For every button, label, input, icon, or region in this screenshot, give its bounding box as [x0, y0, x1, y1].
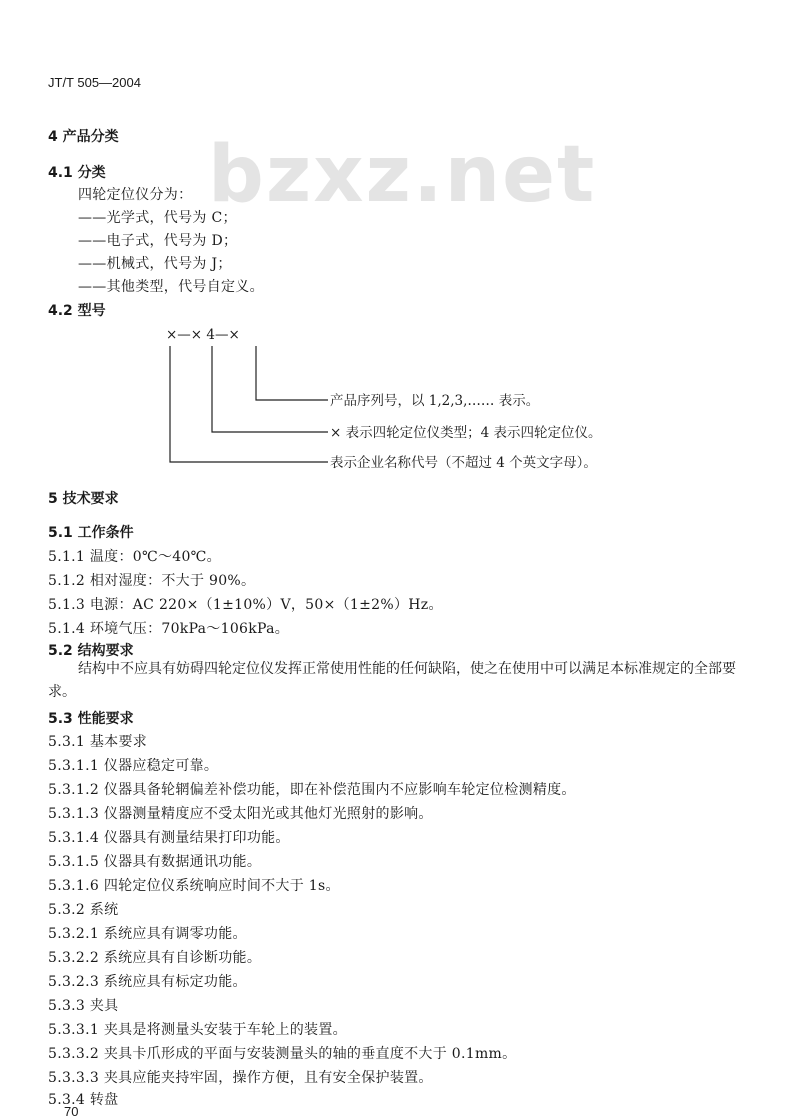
model-code: ×—× 4—×: [166, 327, 240, 343]
clause-5-1-1: 5.1.1 温度：0℃～40℃。: [48, 549, 221, 565]
clause-5-3-1-3: 5.3.1.3 仪器测量精度应不受太阳光或其他灯光照射的影响。: [48, 806, 433, 822]
clause-5-3-1-6: 5.3.1.6 四轮定位仪系统响应时间不大于 1s。: [48, 878, 340, 894]
watermark: bzxz.net: [208, 130, 597, 220]
classification-item-optical: ——光学式，代号为 C；: [78, 210, 237, 226]
clause-5-3-4: 5.3.4 转盘: [48, 1092, 119, 1108]
connector-line-serial: [256, 346, 328, 400]
section-4-title: 4 产品分类: [48, 129, 119, 145]
model-label-enterprise: 表示企业名称代号（不超过 4 个英文字母）。: [330, 455, 597, 470]
clause-5-1-2: 5.1.2 相对湿度：不大于 90%。: [48, 573, 256, 589]
model-label-type: × 表示四轮定位仪类型；4 表示四轮定位仪。: [330, 425, 602, 441]
clause-5-3-3: 5.3.3 夹具: [48, 998, 119, 1014]
clause-5-1-3: 5.1.3 电源：AC 220×（1±10%）V，50×（1±2%）Hz。: [48, 597, 443, 613]
clause-5-3-2-2: 5.3.2.2 系统应具有自诊断功能。: [48, 950, 262, 966]
section-4-2-title: 4.2 型号: [48, 303, 106, 319]
clause-5-3-3-3: 5.3.3.3 夹具应能夹持牢固，操作方便，且有安全保护装置。: [48, 1070, 433, 1086]
connector-line-enterprise: [170, 346, 328, 462]
page-number: 70: [64, 1104, 79, 1119]
clause-5-3-2-1: 5.3.2.1 系统应具有调零功能。: [48, 926, 247, 942]
clause-5-3-3-2: 5.3.3.2 夹具卡爪形成的平面与安装测量头的轴的垂直度不大于 0.1mm。: [48, 1046, 517, 1062]
classification-intro: 四轮定位仪分为：: [78, 187, 193, 203]
clause-5-3-1: 5.3.1 基本要求: [48, 734, 148, 750]
clause-5-3-2: 5.3.2 系统: [48, 902, 119, 918]
classification-item-electronic: ——电子式，代号为 D；: [78, 233, 238, 249]
clause-5-1-4: 5.1.4 环境气压：70kPa～106kPa。: [48, 621, 290, 637]
clause-5-2-text: 结构中不应具有妨碍四轮定位仪发挥正常使用性能的任何缺陷，使之在使用中可以满足本标准规定的全部要求。: [48, 661, 736, 700]
classification-item-mechanical: ——机械式，代号为 J；: [78, 256, 232, 272]
section-5-3-title: 5.3 性能要求: [48, 711, 134, 727]
clause-5-3-1-5: 5.3.1.5 仪器具有数据通讯功能。: [48, 854, 262, 870]
clause-5-3-1-4: 5.3.1.4 仪器具有测量结果打印功能。: [48, 830, 290, 846]
clause-5-3-1-2: 5.3.1.2 仪器具备轮辋偏差补偿功能，即在补偿范围内不应影响车轮定位检测精度。: [48, 782, 576, 798]
clause-5-3-3-1: 5.3.3.1 夹具是将测量头安装于车轮上的装置。: [48, 1022, 347, 1038]
standard-code: JT/T 505—2004: [48, 75, 141, 90]
section-5-title: 5 技术要求: [48, 491, 119, 507]
section-5-1-title: 5.1 工作条件: [48, 525, 134, 541]
model-label-serial: 产品序列号，以 1,2,3,…… 表示。: [330, 393, 540, 409]
model-code-diagram: [150, 320, 770, 470]
clause-5-3-1-1: 5.3.1.1 仪器应稳定可靠。: [48, 758, 219, 774]
section-5-2-title: 5.2 结构要求: [48, 643, 134, 659]
connector-line-type: [212, 346, 328, 432]
section-4-1-title: 4.1 分类: [48, 165, 106, 181]
clause-5-3-2-3: 5.3.2.3 系统应具有标定功能。: [48, 974, 247, 990]
classification-item-other: ——其他类型，代号自定义。: [78, 279, 264, 295]
